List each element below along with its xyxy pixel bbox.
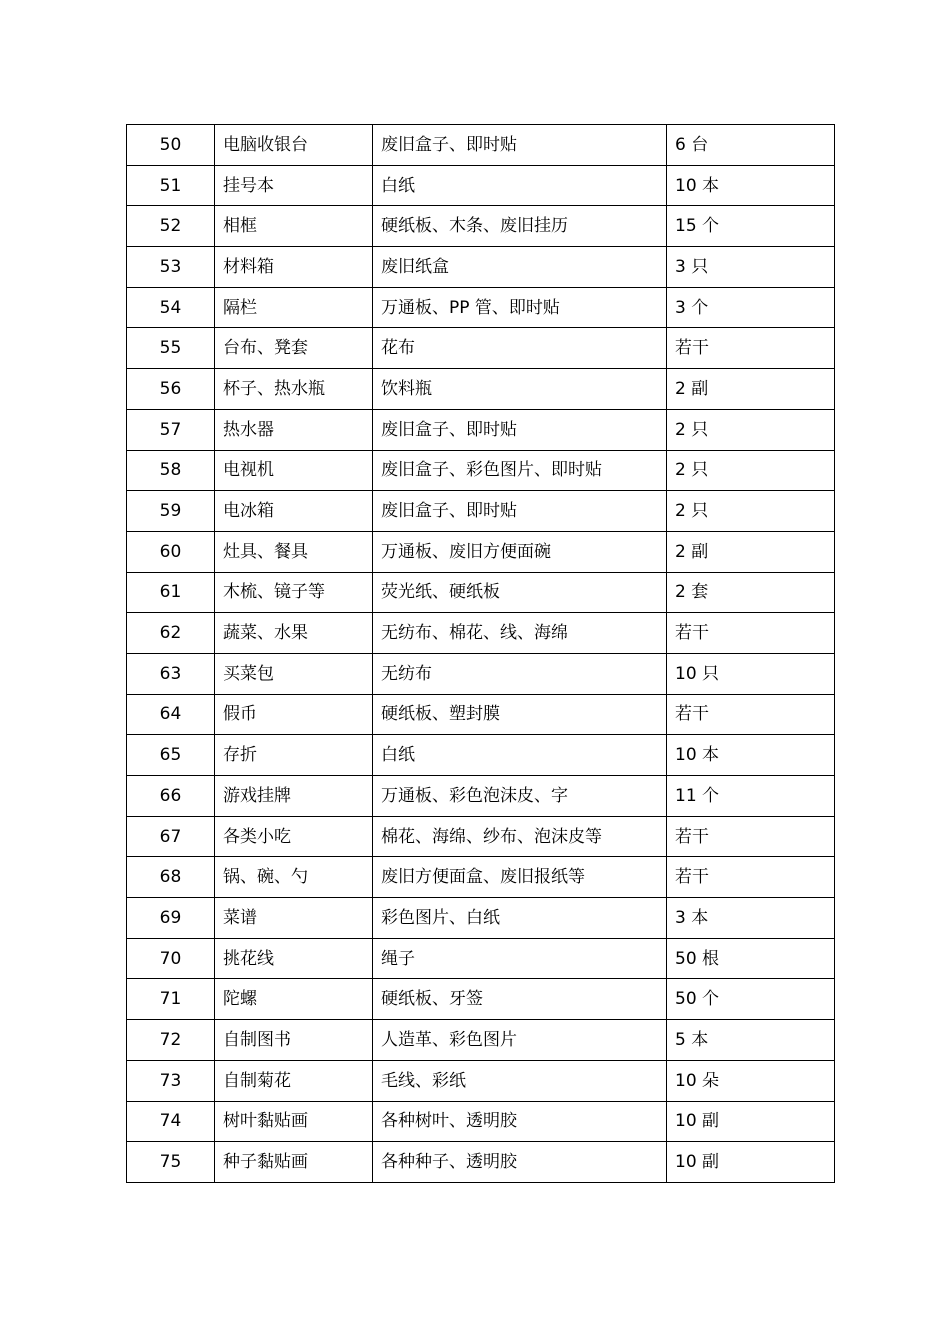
quantity-cell: 2 副 xyxy=(667,531,835,572)
table-row xyxy=(127,531,835,572)
row-number-cell: 66 xyxy=(127,776,215,817)
table-row xyxy=(127,328,835,369)
row-number-cell: 69 xyxy=(127,898,215,939)
table-row xyxy=(127,857,835,898)
item-name-cell: 灶具、餐具 xyxy=(215,531,373,572)
materials-cell: 花布 xyxy=(373,328,667,369)
row-number-cell: 56 xyxy=(127,369,215,410)
row-number-cell: 60 xyxy=(127,531,215,572)
item-name-cell: 电冰箱 xyxy=(215,491,373,532)
materials-cell: 硬纸板、塑封膜 xyxy=(373,694,667,735)
item-name-cell: 材料箱 xyxy=(215,247,373,288)
materials-cell: 万通板、废旧方便面碗 xyxy=(373,531,667,572)
row-number-cell: 63 xyxy=(127,653,215,694)
row-number-cell: 57 xyxy=(127,409,215,450)
table-row xyxy=(127,1060,835,1101)
row-number-cell: 72 xyxy=(127,1020,215,1061)
materials-cell: 荧光纸、硬纸板 xyxy=(373,572,667,613)
table-row xyxy=(127,1020,835,1061)
item-name-cell: 菜谱 xyxy=(215,898,373,939)
table-row xyxy=(127,287,835,328)
item-name-cell: 挂号本 xyxy=(215,165,373,206)
table-row xyxy=(127,898,835,939)
table-row xyxy=(127,409,835,450)
materials-cell: 各种树叶、透明胶 xyxy=(373,1101,667,1142)
materials-cell: 万通板、彩色泡沫皮、字 xyxy=(373,776,667,817)
materials-cell: 万通板、PP 管、即时贴 xyxy=(373,287,667,328)
row-number-cell: 54 xyxy=(127,287,215,328)
table-row xyxy=(127,1101,835,1142)
item-name-cell: 种子黏贴画 xyxy=(215,1142,373,1183)
quantity-cell: 2 只 xyxy=(667,409,835,450)
table-row xyxy=(127,938,835,979)
quantity-cell: 50 根 xyxy=(667,938,835,979)
quantity-cell: 若干 xyxy=(667,857,835,898)
table-row xyxy=(127,572,835,613)
materials-cell: 无纺布 xyxy=(373,653,667,694)
item-name-cell: 相框 xyxy=(215,206,373,247)
table-row xyxy=(127,125,835,166)
quantity-cell: 10 本 xyxy=(667,735,835,776)
table-row xyxy=(127,450,835,491)
quantity-cell: 2 套 xyxy=(667,572,835,613)
table-row xyxy=(127,694,835,735)
table-row xyxy=(127,491,835,532)
row-number-cell: 51 xyxy=(127,165,215,206)
item-name-cell: 各类小吃 xyxy=(215,816,373,857)
quantity-cell: 若干 xyxy=(667,694,835,735)
materials-cell: 绳子 xyxy=(373,938,667,979)
table-row xyxy=(127,369,835,410)
quantity-cell: 10 本 xyxy=(667,165,835,206)
materials-cell: 无纺布、棉花、线、海绵 xyxy=(373,613,667,654)
row-number-cell: 73 xyxy=(127,1060,215,1101)
row-number-cell: 70 xyxy=(127,938,215,979)
item-name-cell: 陀螺 xyxy=(215,979,373,1020)
item-name-cell: 假币 xyxy=(215,694,373,735)
table-row xyxy=(127,979,835,1020)
quantity-cell: 50 个 xyxy=(667,979,835,1020)
item-name-cell: 台布、凳套 xyxy=(215,328,373,369)
table-row xyxy=(127,1142,835,1183)
item-name-cell: 游戏挂牌 xyxy=(215,776,373,817)
table-row xyxy=(127,653,835,694)
materials-cell: 各种种子、透明胶 xyxy=(373,1142,667,1183)
quantity-cell: 10 副 xyxy=(667,1101,835,1142)
row-number-cell: 64 xyxy=(127,694,215,735)
materials-cell: 白纸 xyxy=(373,165,667,206)
materials-cell: 废旧纸盒 xyxy=(373,247,667,288)
table-row xyxy=(127,247,835,288)
item-name-cell: 蔬菜、水果 xyxy=(215,613,373,654)
item-name-cell: 锅、碗、勺 xyxy=(215,857,373,898)
table-row xyxy=(127,165,835,206)
materials-cell: 人造革、彩色图片 xyxy=(373,1020,667,1061)
item-name-cell: 树叶黏贴画 xyxy=(215,1101,373,1142)
row-number-cell: 52 xyxy=(127,206,215,247)
table-row xyxy=(127,776,835,817)
item-name-cell: 木梳、镜子等 xyxy=(215,572,373,613)
quantity-cell: 10 只 xyxy=(667,653,835,694)
row-number-cell: 71 xyxy=(127,979,215,1020)
quantity-cell: 若干 xyxy=(667,328,835,369)
quantity-cell: 5 本 xyxy=(667,1020,835,1061)
quantity-cell: 10 朵 xyxy=(667,1060,835,1101)
row-number-cell: 58 xyxy=(127,450,215,491)
quantity-cell: 若干 xyxy=(667,816,835,857)
materials-cell: 废旧方便面盒、废旧报纸等 xyxy=(373,857,667,898)
materials-cell: 棉花、海绵、纱布、泡沫皮等 xyxy=(373,816,667,857)
materials-table-body xyxy=(127,125,835,1183)
table-row xyxy=(127,206,835,247)
row-number-cell: 65 xyxy=(127,735,215,776)
materials-cell: 废旧盒子、即时贴 xyxy=(373,409,667,450)
materials-cell: 硬纸板、牙签 xyxy=(373,979,667,1020)
item-name-cell: 隔栏 xyxy=(215,287,373,328)
quantity-cell: 2 只 xyxy=(667,491,835,532)
quantity-cell: 若干 xyxy=(667,613,835,654)
row-number-cell: 67 xyxy=(127,816,215,857)
quantity-cell: 10 副 xyxy=(667,1142,835,1183)
quantity-cell: 3 个 xyxy=(667,287,835,328)
item-name-cell: 自制菊花 xyxy=(215,1060,373,1101)
row-number-cell: 62 xyxy=(127,613,215,654)
quantity-cell: 2 副 xyxy=(667,369,835,410)
materials-cell: 废旧盒子、彩色图片、即时贴 xyxy=(373,450,667,491)
quantity-cell: 3 本 xyxy=(667,898,835,939)
item-name-cell: 挑花线 xyxy=(215,938,373,979)
quantity-cell: 2 只 xyxy=(667,450,835,491)
materials-cell: 毛线、彩纸 xyxy=(373,1060,667,1101)
item-name-cell: 电脑收银台 xyxy=(215,125,373,166)
table-row xyxy=(127,613,835,654)
item-name-cell: 杯子、热水瓶 xyxy=(215,369,373,410)
row-number-cell: 59 xyxy=(127,491,215,532)
item-name-cell: 电视机 xyxy=(215,450,373,491)
materials-cell: 彩色图片、白纸 xyxy=(373,898,667,939)
materials-cell: 饮料瓶 xyxy=(373,369,667,410)
materials-cell: 废旧盒子、即时贴 xyxy=(373,125,667,166)
quantity-cell: 15 个 xyxy=(667,206,835,247)
item-name-cell: 自制图书 xyxy=(215,1020,373,1061)
materials-table xyxy=(126,124,835,1183)
row-number-cell: 74 xyxy=(127,1101,215,1142)
row-number-cell: 75 xyxy=(127,1142,215,1183)
materials-cell: 白纸 xyxy=(373,735,667,776)
materials-cell: 硬纸板、木条、废旧挂历 xyxy=(373,206,667,247)
row-number-cell: 50 xyxy=(127,125,215,166)
row-number-cell: 55 xyxy=(127,328,215,369)
item-name-cell: 热水器 xyxy=(215,409,373,450)
materials-cell: 废旧盒子、即时贴 xyxy=(373,491,667,532)
quantity-cell: 6 台 xyxy=(667,125,835,166)
item-name-cell: 买菜包 xyxy=(215,653,373,694)
table-row xyxy=(127,816,835,857)
row-number-cell: 53 xyxy=(127,247,215,288)
row-number-cell: 68 xyxy=(127,857,215,898)
item-name-cell: 存折 xyxy=(215,735,373,776)
quantity-cell: 11 个 xyxy=(667,776,835,817)
quantity-cell: 3 只 xyxy=(667,247,835,288)
table-row xyxy=(127,735,835,776)
row-number-cell: 61 xyxy=(127,572,215,613)
